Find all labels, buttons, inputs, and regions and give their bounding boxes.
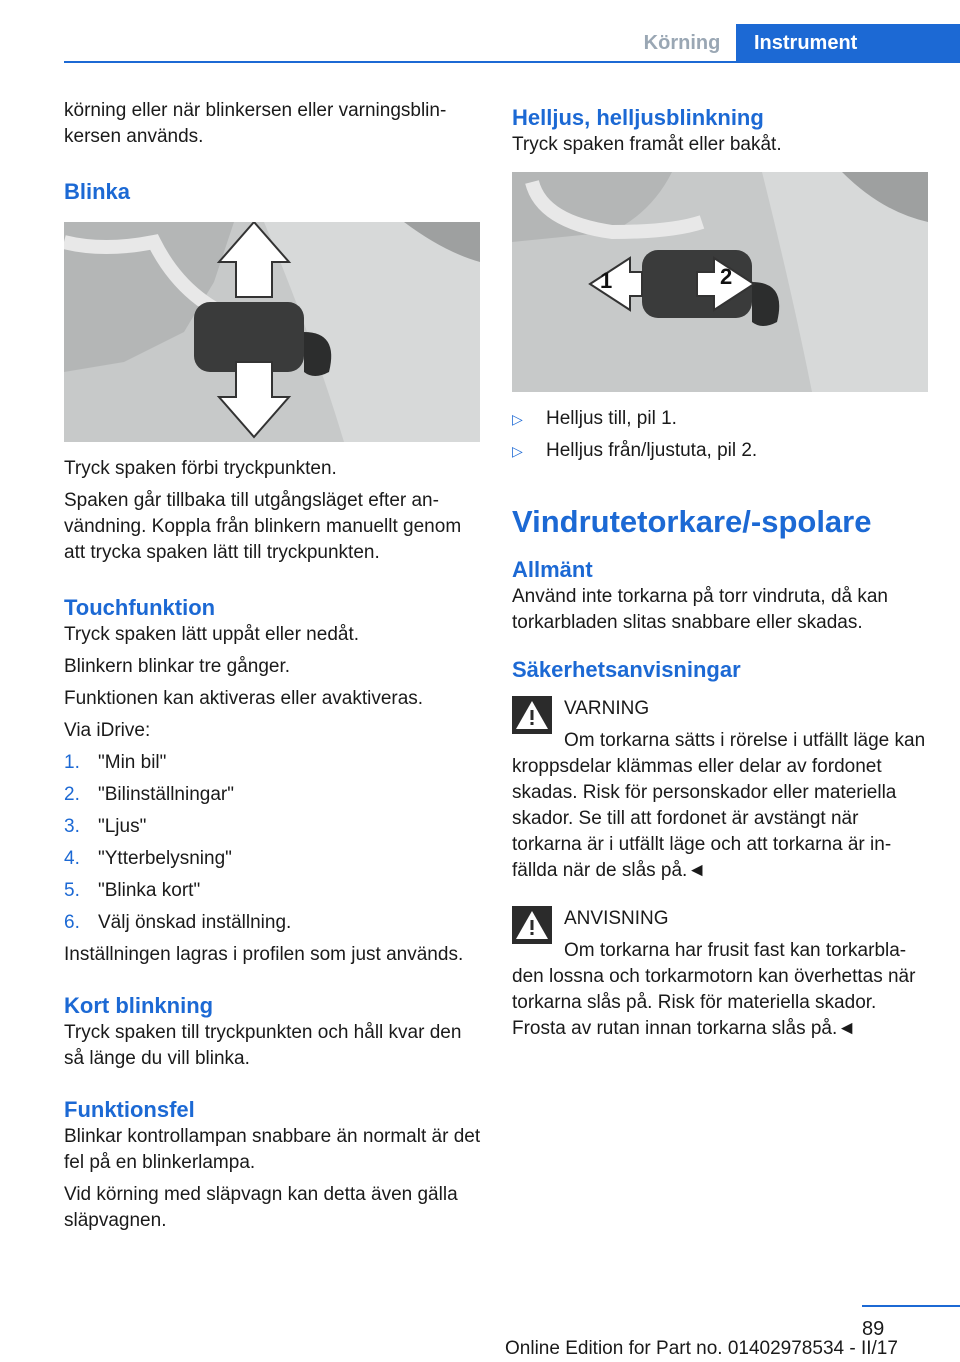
page-number: 89: [862, 1318, 885, 1340]
heading-helljus: Helljus, helljusblinkning: [512, 105, 764, 130]
section-tab-instrument: Instrument: [736, 24, 960, 62]
paragraph-allmant: Använd inte torkarna på torr vindruta, då kan torkarbladen slitas snabbare eller skadas.: [512, 586, 889, 633]
warning-triangle-icon: [512, 696, 552, 734]
paragraph-touch: Tryck spaken lätt uppåt eller nedåt.: [64, 624, 360, 645]
list-item: 4. "Ytterbelysning": [64, 848, 232, 869]
paragraph-return: Spaken går tillbaka till utgångsläget efter användning. Koppla från blinkern manuellt genom att trycka spaken lätt till tryckpunkten.: [64, 490, 462, 563]
arrow-label-2: 2: [720, 264, 733, 289]
arrow-label-1: 1: [600, 268, 613, 293]
list-item: 5. "Blinka kort": [64, 880, 201, 901]
idrive-steps-list: [64, 750, 482, 936]
paragraph-idrive: Via iDrive:: [64, 720, 151, 741]
list-item: 2. "Bilinställningar": [64, 784, 234, 805]
warning-text: Om torkarna sätts i rörelse i utfällt läge kan kroppsdelar klämmas eller delar av fordonet skadas. Risk för personskador eller materiella skador. Se till att fordonet är avstängt när torkarna är i utfällt läge och att torkarna är infällda när de slås på.◄: [512, 730, 926, 881]
heading-kort-blinkning: Kort blinkning: [64, 993, 214, 1018]
paragraph-profile: Inställningen lagras i profilen som just används.: [64, 944, 464, 965]
paragraph-kort: Tryck spaken till tryckpunkten och håll kvar den så länge du vill blinka.: [64, 1022, 462, 1069]
footer-rule: [862, 1305, 960, 1307]
paragraph-activate: Funktionen kan aktiveras eller avaktiveras.: [64, 688, 424, 709]
warning-title: VARNING: [564, 698, 650, 719]
list-item: 3. "Ljus": [64, 816, 147, 837]
section-tab-korning: Körning: [643, 31, 721, 54]
header-rule: [64, 61, 960, 63]
notice-text: Om torkarna har frusit fast kan torkarbladen lossna och torkarmotorn kan överhettas när torkarna slås på. Risk för materiella skador. Frosta av rutan innan torkarna slås på.◄: [512, 940, 916, 1039]
right-column: [512, 104, 930, 1042]
high-beam-stalk-image: [512, 172, 928, 392]
paragraph-press-past: Tryck spaken förbi tryckpunkten.: [64, 458, 337, 479]
notice-title: ANVISNING: [564, 908, 669, 929]
paragraph-slapvagn: Vid körning med släpvagn kan detta även gälla släpvagnen.: [64, 1184, 458, 1231]
heading-blinka: Blinka: [64, 179, 131, 204]
list-item: ▷ Helljus till, pil 1.: [512, 406, 930, 432]
left-column: [64, 98, 482, 1234]
heading-vindrutetorkare: Vindrutetorkare/-spolare: [512, 504, 872, 539]
list-item: 1. "Min bil": [64, 752, 167, 773]
page-header: [0, 0, 960, 62]
triangle-bullet-icon: ▷: [512, 443, 523, 459]
helljus-bullet-list: [512, 406, 930, 464]
edition-text: Online Edition for Part no. 01402978534 - II/17: [505, 1338, 898, 1359]
paragraph-helljus: Tryck spaken framåt eller bakåt.: [512, 134, 782, 155]
paragraph-fel: Blinkar kontrollampan snabbare än normalt är det fel på en blinkerlampa.: [64, 1126, 481, 1173]
list-item: 6. Välj önskad inställning.: [64, 912, 292, 933]
heading-touchfunktion: Touchfunktion: [64, 595, 216, 620]
heading-funktionsfel: Funktionsfel: [64, 1097, 195, 1122]
intro-text: körning eller när blinkersen eller varningsblinkersen används.: [64, 100, 447, 147]
heading-allmant: Allmänt: [512, 557, 593, 582]
paragraph-flash: Blinkern blinkar tre gånger.: [64, 656, 291, 677]
triangle-bullet-icon: ▷: [512, 411, 523, 427]
list-item: ▷ Helljus från/ljustuta, pil 2.: [512, 438, 930, 464]
notice-box: [512, 906, 930, 1042]
heading-sakerhetsanvisningar: Säkerhetsanvisningar: [512, 657, 741, 682]
warning-triangle-icon: [512, 906, 552, 944]
warning-box: [512, 696, 930, 884]
turn-signal-stalk-image: [64, 222, 480, 442]
